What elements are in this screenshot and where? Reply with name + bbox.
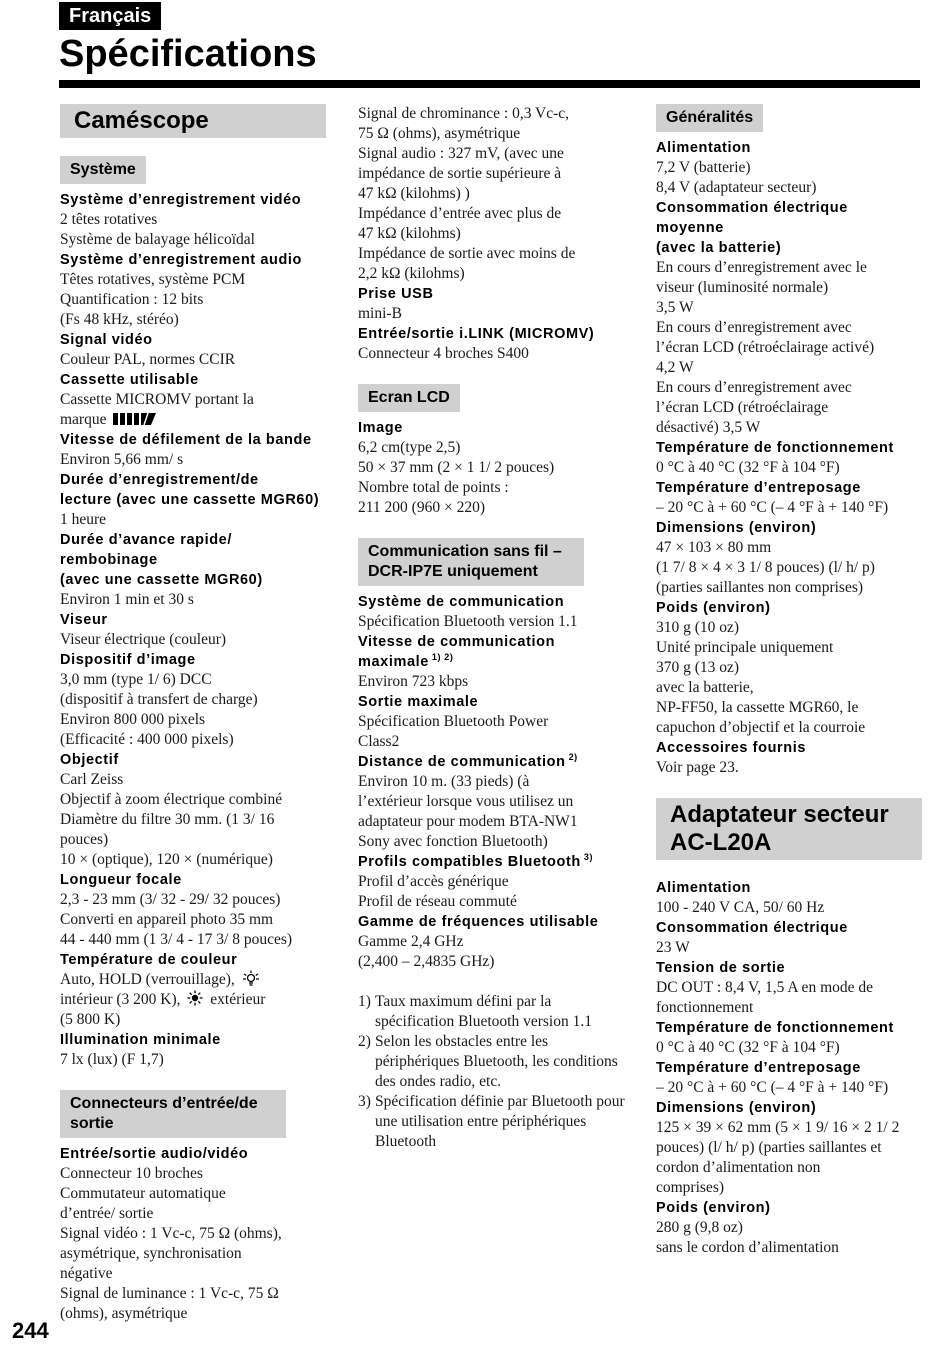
footnote — [358, 1092, 626, 1152]
spec-value: Diamètre du filtre 30 mm. (1 3/ 16 — [60, 811, 275, 828]
spec-value: (1 7/ 8 × 4 × 3 1/ 8 pouces) (l/ h/ p) — [656, 559, 875, 576]
spec-value: cordon d’alimentation non — [656, 1159, 821, 1176]
spec-value: (Efficacité : 400 000 pixels) — [60, 731, 234, 748]
spec-label: Consommation électrique — [656, 920, 848, 936]
spec-value: Converti en appareil photo 35 mm — [60, 911, 274, 928]
footnote-number: 2) — [358, 1033, 371, 1050]
spec-label: moyenne — [656, 220, 724, 236]
spec-value: comprises) — [656, 1179, 725, 1196]
spec-value: Impédance d’entrée avec plus de — [358, 205, 562, 222]
spec-value: Unité principale uniquement — [656, 639, 834, 656]
page-number: 244 — [12, 1318, 49, 1343]
footnote-number: 1) — [358, 993, 371, 1010]
spec-label — [358, 752, 626, 772]
spec-value: 23 W — [656, 939, 690, 956]
spec-value: Impédance de sortie avec moins de — [358, 245, 576, 262]
spec-value: 100 - 240 V CA, 50/ 60 Hz — [656, 899, 825, 916]
spec-label: Poids (environ) — [656, 600, 771, 616]
spacer — [358, 972, 626, 992]
subsection-heading-ecran-lcd: Ecran LCD — [358, 384, 460, 412]
spec-label: Longueur focale — [60, 872, 182, 888]
spec-value: Spécification Bluetooth version 1.1 — [358, 613, 578, 630]
footnote-text: Selon les obstacles entre les périphériques Bluetooth, les conditions des ondes radio, etc. — [375, 1033, 618, 1090]
spec-value: 4,2 W — [656, 359, 694, 376]
column-1 — [60, 104, 328, 1324]
spec-value: 1 heure — [60, 511, 107, 528]
section-heading-adaptateur-secteur — [656, 798, 922, 860]
spec-label: lecture (avec une cassette MGR60) — [60, 492, 320, 508]
spec-value: Voir page 23. — [656, 759, 739, 776]
spec-label: Consommation électrique — [656, 200, 848, 216]
spec-value: avec la batterie, — [656, 679, 754, 696]
spec-label: Viseur — [60, 612, 108, 628]
spec-value: 3,5 W — [656, 299, 694, 316]
spec-label: Entrée/sortie i.LINK (MICROMV) — [358, 326, 595, 342]
spec-value: 47 kΩ (kilohms) — [358, 225, 461, 242]
spec-value: 7 lx (lux) (F 1,7) — [60, 1051, 164, 1068]
spec-value: 2,3 - 23 mm (3/ 32 - 29/ 32 pouces) — [60, 891, 281, 908]
spec-value: 0 °C à 40 °C (32 °F à 104 °F) — [656, 1039, 840, 1056]
spec-value: Nombre total de points : — [358, 479, 509, 496]
spec-value: (dispositif à transfert de charge) — [60, 691, 258, 708]
indoor-lamp-icon — [242, 970, 260, 986]
spec-label: Système d’enregistrement vidéo — [60, 192, 302, 208]
spec-value: viseur (luminosité normale) — [656, 279, 829, 296]
spec-label: Alimentation — [656, 880, 752, 896]
spec-label: Température d’entreposage — [656, 480, 861, 496]
spec-value: Signal vidéo : 1 Vc-c, 75 Ω (ohms), — [60, 1225, 282, 1242]
spec-value: sans le cordon d’alimentation — [656, 1239, 839, 1256]
spec-label: Objectif — [60, 752, 119, 768]
spec-label: Alimentation — [656, 140, 752, 156]
section-heading-line: Adaptateur secteur — [670, 801, 889, 828]
title-rule — [59, 80, 920, 88]
spec-value: (2,400 – 2,4835 GHz) — [358, 953, 495, 970]
spec-value: Environ 800 000 pixels — [60, 711, 206, 728]
spec-label: Prise USB — [358, 286, 434, 302]
spec-value: 211 200 (960 × 220) — [358, 499, 485, 516]
language-tab: Français — [59, 2, 161, 30]
spec-label: Cassette utilisable — [60, 372, 199, 388]
spec-value: Spécification Bluetooth Power — [358, 713, 549, 730]
spec-value: Signal audio : 327 mV, (avec une — [358, 145, 564, 162]
spec-value: Signal de luminance : 1 Vc-c, 75 Ω — [60, 1285, 279, 1302]
spec-value: pouces) (l/ h/ p) (parties saillantes et — [656, 1139, 882, 1156]
spec-value: Profil de réseau commuté — [358, 893, 517, 910]
spec-value: 370 g (13 oz) — [656, 659, 740, 676]
spec-label: Gamme de fréquences utilisable — [358, 914, 599, 930]
spec-value: Environ 10 m. (33 pieds) (à — [358, 773, 530, 790]
spec-value: d’entrée/ sortie — [60, 1205, 154, 1222]
spec-value: adaptateur pour modem BTA-NW1 — [358, 813, 578, 830]
spec-value: l’extérieur lorsque vous utilisez un — [358, 793, 574, 810]
footnote-number: 3) — [358, 1093, 371, 1110]
spec-label: Illumination minimale — [60, 1032, 221, 1048]
spec-value: Couleur PAL, normes CCIR — [60, 351, 236, 368]
subsection-heading-communication-sans-fil: Communication sans fil – DCR-IP7E uniquement — [358, 538, 584, 586]
column-2 — [358, 104, 626, 1152]
spec-value-text: intérieur (3 200 K), — [60, 991, 181, 1008]
spec-value: 125 × 39 × 62 mm (5 × 1 9/ 16 × 2 1/ 2 — [656, 1119, 900, 1136]
spec-value: Profil d’accès générique — [358, 873, 509, 890]
spec-value: 44 - 440 mm (1 3/ 4 - 17 3/ 8 pouces) — [60, 931, 293, 948]
spec-label: Sortie maximale — [358, 694, 479, 710]
spacer — [60, 1070, 328, 1090]
spec-value-text: marque — [60, 411, 107, 428]
spec-value: fonctionnement — [656, 999, 754, 1016]
spec-value: désactivé) 3,5 W — [656, 419, 761, 436]
spec-label-text: Profils compatibles Bluetooth — [358, 854, 581, 870]
subsection-heading-systeme: Système — [60, 156, 146, 184]
spec-label: Température de fonctionnement — [656, 1020, 894, 1036]
spec-label: Température de fonctionnement — [656, 440, 894, 456]
footnote — [358, 1032, 626, 1092]
spacer — [656, 778, 924, 798]
spec-value: capuchon d’objectif et la courroie — [656, 719, 866, 736]
spec-value: Class2 — [358, 733, 400, 750]
spec-label — [358, 652, 626, 672]
spec-value: (ohms), asymétrique — [60, 1305, 188, 1322]
spec-label: Entrée/sortie audio/vidéo — [60, 1146, 249, 1162]
spec-value: 10 × (optique), 120 × (numérique) — [60, 851, 273, 868]
spec-label: Température de couleur — [60, 952, 238, 968]
spec-value: impédance de sortie supérieure à — [358, 165, 562, 182]
spec-value: Sony avec fonction Bluetooth) — [358, 833, 548, 850]
spec-value: 47 kΩ (kilohms) ) — [358, 185, 470, 202]
spec-value: DC OUT : 8,4 V, 1,5 A en mode de — [656, 979, 874, 996]
spec-value: Viseur électrique (couleur) — [60, 631, 227, 648]
page-title: Spécifications — [59, 33, 317, 75]
spacer — [358, 364, 626, 384]
outdoor-sun-icon — [187, 990, 203, 1006]
spec-value: – 20 °C à + 60 °C (– 4 °F à + 140 °F) — [656, 1079, 889, 1096]
spec-label: Dimensions (environ) — [656, 520, 817, 536]
spec-value: Cassette MICROMV portant la — [60, 391, 254, 408]
spec-value: négative — [60, 1265, 113, 1282]
spec-label: Système de communication — [358, 594, 565, 610]
spec-value: 310 g (10 oz) — [656, 619, 740, 636]
spec-label: Dimensions (environ) — [656, 1100, 817, 1116]
spec-value: l’écran LCD (rétroéclairage activé) — [656, 339, 875, 356]
spec-value: (parties saillantes non comprises) — [656, 579, 864, 596]
spec-value: Système de balayage hélicoïdal — [60, 231, 255, 248]
spec-value: Connecteur 4 broches S400 — [358, 345, 529, 362]
subsection-heading-connecteurs: Connecteurs d’entrée/de sortie — [60, 1090, 286, 1138]
spec-value: Commutateur automatique — [60, 1185, 226, 1202]
spec-value: 7,2 V (batterie) — [656, 159, 751, 176]
spec-label: Dispositif d’image — [60, 652, 196, 668]
spec-value: 8,4 V (adaptateur secteur) — [656, 179, 817, 196]
spec-label: Durée d’avance rapide/ — [60, 532, 232, 548]
spec-value: 2,2 kΩ (kilohms) — [358, 265, 465, 282]
footnote — [358, 992, 626, 1032]
section-heading-line: AC-L20A — [670, 829, 772, 856]
spec-label: Température d’entreposage — [656, 1060, 861, 1076]
spec-value — [60, 970, 328, 990]
spec-value: En cours d’enregistrement avec — [656, 319, 852, 336]
spec-value: 0 °C à 40 °C (32 °F à 104 °F) — [656, 459, 840, 476]
footnote-text: Spécification définie par Bluetooth pour une utilisation entre périphériques Bluetooth — [375, 1093, 625, 1150]
spec-label: Système d’enregistrement audio — [60, 252, 303, 268]
spec-label: Image — [358, 420, 403, 436]
spec-value: 47 × 103 × 80 mm — [656, 539, 772, 556]
spec-value: pouces) — [60, 831, 109, 848]
spec-value: En cours d’enregistrement avec le — [656, 259, 867, 276]
spec-label: rembobinage — [60, 552, 158, 568]
spec-value: Gamme 2,4 GHz — [358, 933, 464, 950]
section-heading-camescope: Caméscope — [60, 104, 326, 138]
spec-value: 3,0 mm (type 1/ 6) DCC — [60, 671, 212, 688]
spec-value: Environ 5,66 mm/ s — [60, 451, 184, 468]
footnote-ref: 3) — [583, 852, 594, 862]
spec-value: 2 têtes rotatives — [60, 211, 158, 228]
spec-value: Carl Zeiss — [60, 771, 124, 788]
spec-label: Accessoires fournis — [656, 740, 807, 756]
spec-value: 75 Ω (ohms), asymétrique — [358, 125, 521, 142]
micromv-logo-icon — [113, 412, 157, 426]
spec-value: Objectif à zoom électrique combiné — [60, 791, 283, 808]
spec-label: Vitesse de défilement de la bande — [60, 432, 312, 448]
column-3 — [656, 104, 924, 1258]
footnote-ref: 1) 2) — [431, 652, 454, 662]
spec-value: 50 × 37 mm (2 × 1 1/ 2 pouces) — [358, 459, 555, 476]
spec-value: Connecteur 10 broches — [60, 1165, 203, 1182]
spec-label: Vitesse de communication — [358, 634, 556, 650]
spacer — [358, 518, 626, 538]
spec-value: – 20 °C à + 60 °C (– 4 °F à + 140 °F) — [656, 499, 889, 516]
spec-value: Environ 1 min et 30 s — [60, 591, 194, 608]
spec-value: En cours d’enregistrement avec — [656, 379, 852, 396]
spec-value: l’écran LCD (rétroéclairage — [656, 399, 829, 416]
spec-value: Quantification : 12 bits — [60, 291, 204, 308]
spec-value-text: extérieur — [210, 991, 266, 1008]
spec-value: mini-B — [358, 305, 402, 322]
footnote-text: Taux maximum défini par la spécification Bluetooth version 1.1 — [375, 993, 592, 1030]
spec-value — [60, 410, 328, 430]
spec-label: (avec une cassette MGR60) — [60, 572, 263, 588]
spec-value: NP-FF50, la cassette MGR60, le — [656, 699, 859, 716]
spec-value: 6,2 cm(type 2,5) — [358, 439, 461, 456]
spec-label: Tension de sortie — [656, 960, 786, 976]
spec-value: 280 g (9,8 oz) — [656, 1219, 743, 1236]
spec-value: Environ 723 kbps — [358, 673, 469, 690]
spec-value: (Fs 48 kHz, stéréo) — [60, 311, 179, 328]
spec-label-text: maximale — [358, 654, 429, 670]
footnote-ref: 2) — [568, 752, 578, 762]
spec-value: (5 800 K) — [60, 1011, 121, 1028]
spec-label: (avec la batterie) — [656, 240, 782, 256]
spec-value: asymétrique, synchronisation — [60, 1245, 242, 1262]
spec-label: Signal vidéo — [60, 332, 153, 348]
subsection-heading-generalites: Généralités — [656, 104, 763, 132]
spec-value: Signal de chrominance : 0,3 Vc-c, — [358, 105, 570, 122]
spec-label — [358, 852, 626, 872]
spec-label-text: Distance de communication — [358, 754, 566, 770]
spec-value: Têtes rotatives, système PCM — [60, 271, 246, 288]
spec-label: Durée d’enregistrement/de — [60, 472, 259, 488]
spec-value — [60, 990, 328, 1010]
spec-label: Poids (environ) — [656, 1200, 771, 1216]
spec-value-text: Auto, HOLD (verrouillage), — [60, 971, 235, 988]
